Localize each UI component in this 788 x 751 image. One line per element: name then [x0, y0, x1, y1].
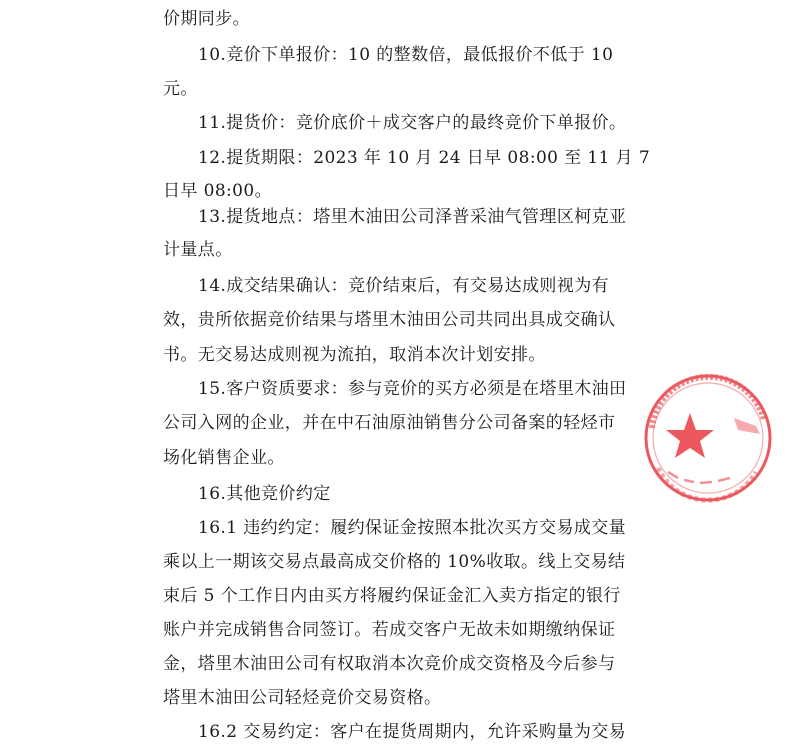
text-line: 价期同步。 [163, 9, 250, 29]
seal-graphic [638, 368, 788, 508]
text-line: 16.2 交易约定：客户在提货周期内，允许采购量为交易 [198, 722, 627, 742]
text-line: 11.提货价：竞价底价＋成交客户的最终竞价下单报价。 [198, 113, 627, 133]
text-line: 13.提货地点：塔里木油田公司泽普采油气管理区柯克亚 [198, 207, 627, 227]
text-line: 金，塔里木油田公司有权取消本次竞价成交资格及今后参与 [163, 654, 616, 674]
text-line: 14.成交结果确认：竞价结束后，有交易达成则视为有 [198, 276, 610, 296]
text-line: 账户并完成销售合同签订。若成交客户无故未如期缴纳保证 [163, 620, 616, 640]
official-seal-stamp [638, 368, 788, 508]
text-line: 15.客户资质要求：参与竞价的买方必须是在塔里木油田 [198, 379, 627, 399]
text-line: 效，贵所依据竞价结果与塔里木油田公司共同出具成交确认 [163, 310, 616, 330]
text-line: 12.提货期限：2023 年 10 月 24 日早 08:00 至 11 月 7 [198, 148, 651, 168]
text-line: 书。无交易达成则视为流拍，取消本次计划安排。 [163, 345, 546, 365]
text-line: 16.1 违约约定：履约保证金按照本批次买方交易成交量 [198, 518, 627, 538]
text-line: 公司入网的企业，并在中石油原油销售分公司备案的轻烃市 [163, 413, 616, 433]
text-line: 计量点。 [163, 240, 233, 260]
text-line: 束后 5 个工作日内由买方将履约保证金汇入卖方指定的银行 [163, 586, 621, 606]
text-line: 场化销售企业。 [163, 448, 285, 468]
text-line: 10.竞价下单报价：10 的整数倍，最低报价不低于 10 [198, 45, 614, 65]
section-heading: 16.其他竞价约定 [198, 484, 331, 504]
text-line: 塔里木油田公司轻烃竞价交易资格。 [163, 688, 442, 708]
text-line: 乘以上一期该交易点最高成交价格的 10%收取。线上交易结 [163, 552, 626, 572]
text-line: 元。 [163, 79, 198, 99]
text-line: 日早 08:00。 [163, 181, 272, 201]
